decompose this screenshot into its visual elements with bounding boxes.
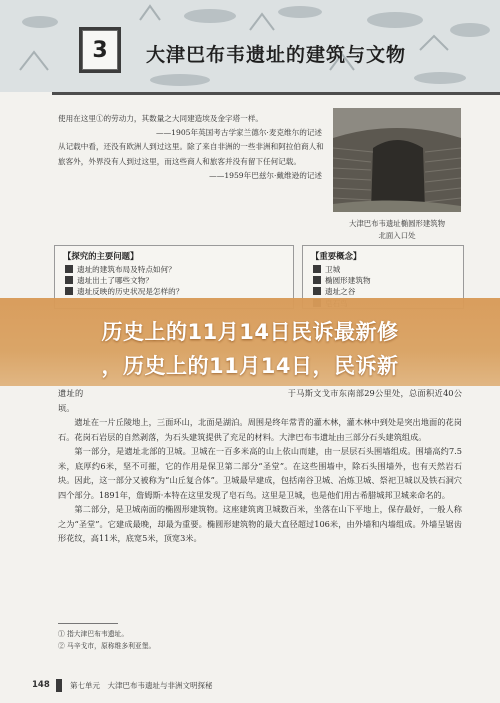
overlay-headline-2: ，历史上的11月14日，民诉新	[101, 354, 399, 378]
list-item: 遗址之谷	[313, 286, 463, 297]
bullet-icon	[65, 265, 73, 273]
paragraph-2: 遗址在一片丘陵地上，三面环山，北面是湖泊。周围是终年常青的灌木林，灌木林中到处是突出地面的花岗石。花岗石岩层的自然剥落，为石头建筑提供了充足的材料。大津巴布韦遗址由三部分石头建筑组成。	[58, 417, 462, 442]
ruins-photo	[333, 108, 461, 212]
footnote-divider	[58, 623, 118, 624]
list-item: 遗址反映的历史状况是怎样的？	[65, 286, 293, 297]
list-item: 遗址出土了哪些文物？	[65, 275, 293, 286]
paragraph-1: 遗址的 于马斯文戈市东南部29公里处，总面积近40公顷。	[58, 388, 462, 413]
quote-source-2: ——1959年巴兹尔·戴维逊的记述	[209, 170, 322, 180]
stone-wall-image	[333, 108, 461, 212]
photo-caption-line2: 北面入口处	[378, 231, 416, 240]
body-text	[58, 386, 462, 546]
bullet-icon	[313, 276, 321, 284]
paragraph-4: 第二部分，是卫城南面的椭圆形建筑物。这座建筑离卫城数百米，坐落在山下平地上，保存最好，一般人称之为“圣堂”。它建成最晚，却最为重要。椭圆形建筑物的最大直径超过106米，由外墙和内墙组成。外墙呈锯齿形花纹，高11米，底宽5米，顶宽3米。	[58, 504, 462, 543]
footnote-2: ② 马辛戈市，原称维多利亚堡。	[58, 642, 156, 650]
page-number: 148	[32, 680, 50, 690]
photo-caption	[330, 218, 464, 242]
footnotes	[58, 628, 155, 652]
bullet-icon	[65, 287, 73, 295]
unit-label: 第七单元 大津巴布韦遗址与非洲文明探秘	[70, 681, 213, 690]
chapter-header	[0, 0, 500, 92]
paragraph-3: 第一部分，是遗址北部的卫城。卫城在一百多米高的山上依山而建，由一层层石头围墙组成。围墙高约7.5米，底厚约6米，坚不可摧，它的作用是保卫第二部分“圣堂”。在这些围墙中，除石头围墙外，也有天然岩石块。因此，这一部分又被称为“山丘复合体”。卫城最早建成，包括南谷卫城、冶炼卫城、祭祀卫城以及铁石洞穴四个部分。1891年，詹姆斯·本特在这里发现了皂石鸟。这里是卫城，也是他们用古希腊城邦卫城来命名的。	[58, 446, 462, 500]
chapter-title: 大津巴布韦遗址的建筑与文物	[146, 44, 407, 66]
overlay-headline-1: 历史上的11月14日民诉最新修	[101, 320, 399, 344]
list-item: 卫城	[313, 264, 463, 275]
quote-text-1: 使用在这里①的劳动力，其数量之大同建造埃及金字塔一样。	[58, 114, 264, 123]
list-item: 遗址的建筑布局及特点如何？	[65, 264, 293, 275]
footnote-1: ① 指大津巴布韦遗址。	[58, 630, 129, 638]
chapter-number: 3	[82, 30, 118, 70]
list-item: 椭圆形建筑物	[313, 275, 463, 286]
footer-marker	[56, 679, 62, 692]
page-footer	[0, 676, 500, 696]
quote-source-1: ——1905年英国考古学家兰德尔·麦克维尔的记述	[155, 128, 322, 138]
key-questions-title: 【探究的主要问题】	[63, 251, 139, 261]
bullet-icon	[65, 276, 73, 284]
bullet-icon	[313, 287, 321, 295]
photo-caption-line1: 大津巴布韦遗址椭圆形建筑物	[348, 219, 446, 228]
key-concepts-title: 【重要概念】	[311, 251, 362, 261]
bullet-icon	[313, 265, 321, 273]
header-divider	[52, 92, 500, 95]
quote-block	[58, 112, 326, 183]
quote-text-2: 从记载中看，还没有欧洲人到过这里。除了来自非洲的一些非洲和阿拉伯商人和旅客外，外界没有人到过这里，而这些商人和旅客并没有留下任何记载。	[58, 142, 324, 166]
